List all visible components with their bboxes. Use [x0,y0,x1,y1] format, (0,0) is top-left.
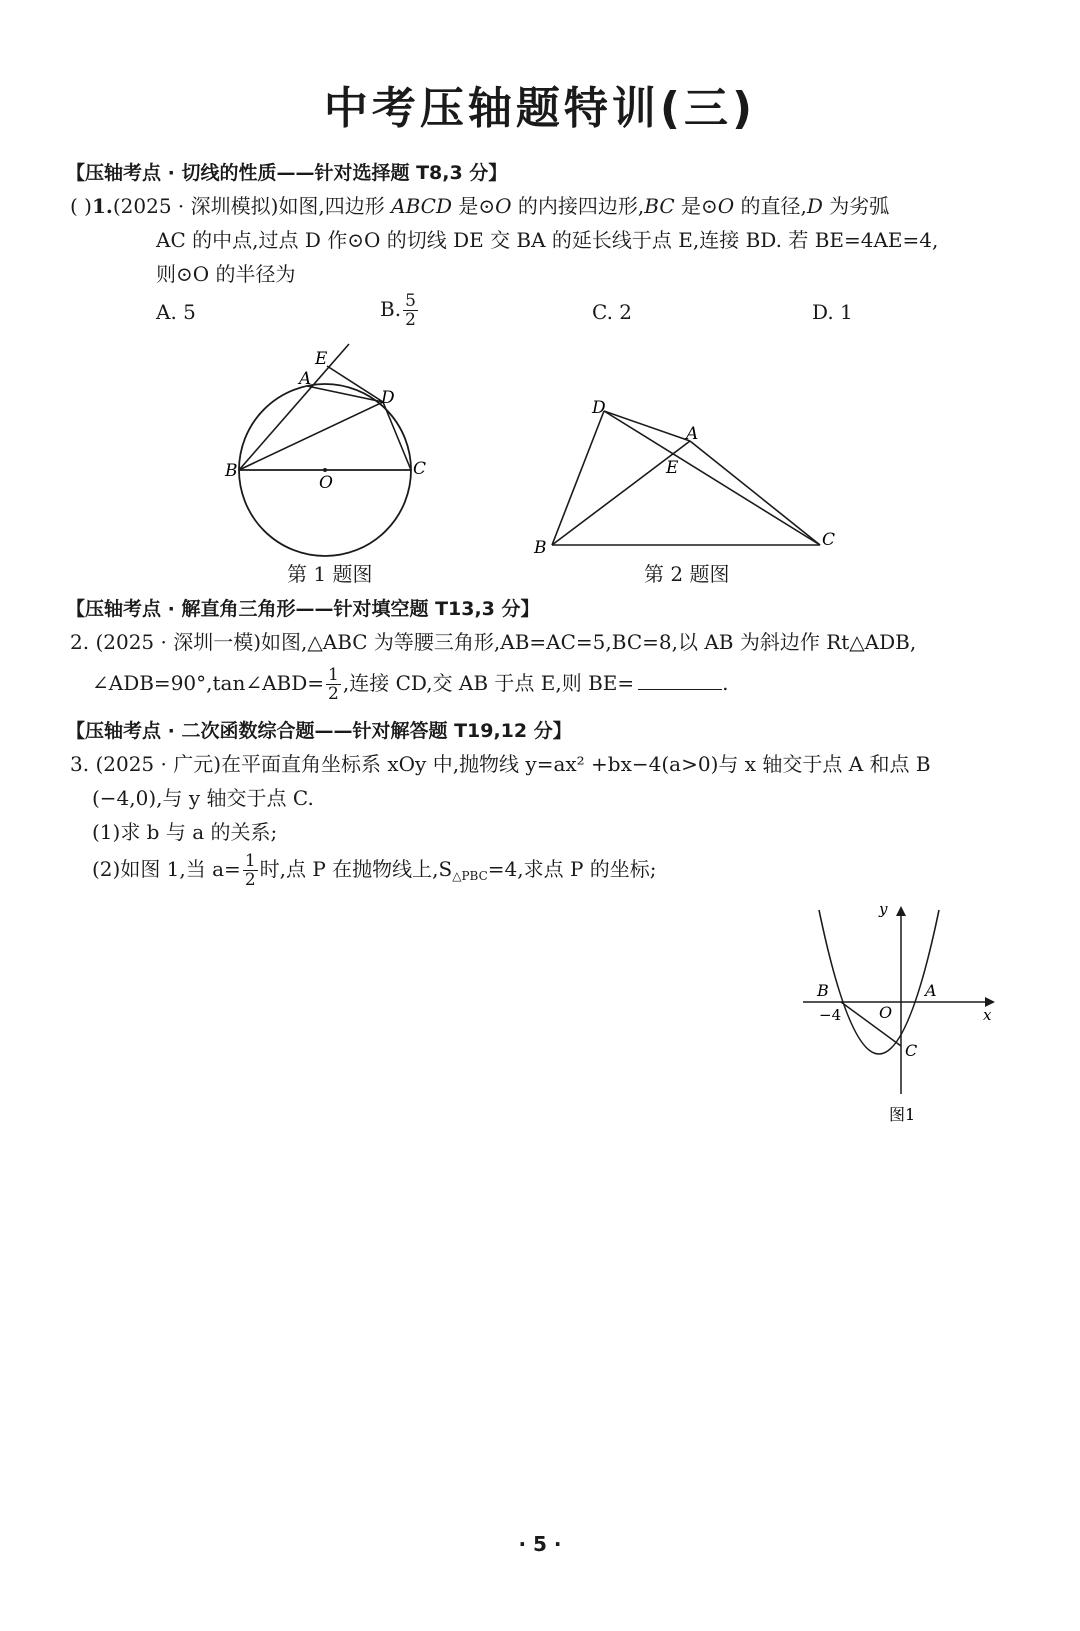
text: 的内接四边形, [511,194,645,218]
question-number: 1. [91,194,113,218]
label-b: B [534,538,547,558]
text: =4,求点 P 的坐标; [487,857,657,881]
text: 是⊙ [452,194,496,218]
fraction [403,292,418,329]
question-1-line-3: 则⊙O 的半径为 [156,262,296,286]
math-var: ABCD [391,194,453,218]
figure-1-circle-diagram [215,340,445,575]
option-b-label: B. [380,297,402,321]
math-var: BC [644,194,675,218]
label-b: B [817,981,829,1000]
text: 为劣弧 [822,194,890,218]
label-y: y [879,900,888,918]
label-x: x [983,1006,992,1024]
section-heading-1: 【压轴考点 · 切线的性质——针对选择题 T8,3 分】 [66,162,508,184]
label-neg4: −4 [819,1006,842,1024]
figure-2-caption: 第 2 题图 [644,562,730,586]
label-d: D [381,388,395,408]
label-o: O [319,473,333,493]
line-be [239,344,349,470]
math-var: D [806,194,823,218]
text: ∠ADB=90°,tan∠ABD= [92,671,325,695]
numerator: 1 [244,851,256,871]
question-3-part-1: (1)求 b 与 a 的关系; [92,820,278,844]
question-2-line-2 [92,666,729,703]
segment-dc [604,411,820,545]
subscript: △PBC [452,869,488,883]
option-b [380,292,420,329]
figure-1-caption: 第 1 题图 [287,562,373,586]
text: 的直径, [734,194,807,218]
answer-blank[interactable] [638,671,722,690]
numerator: 5 [405,291,416,311]
label-d: D [592,398,606,418]
denominator: 2 [328,684,339,704]
label-o: O [879,1003,893,1022]
question-1-line-1 [70,190,889,219]
fraction [243,852,258,889]
text: . [722,671,729,695]
y-axis-arrow-icon [896,906,906,916]
page-number: · 5 · [518,1532,562,1556]
label-c: C [413,459,427,479]
denominator: 2 [244,870,256,890]
segment-da [604,411,690,441]
label-a: A [686,424,699,444]
label-a: A [299,369,312,389]
math-var: O [717,194,735,218]
option-a: A. 5 [156,300,196,324]
text: 时,点 P 在抛物线上,S [259,857,453,881]
text: 如图,四边形 [278,194,392,218]
figure-2-triangle-diagram [530,395,850,560]
option-d: D. 1 [812,300,853,324]
label-e: E [315,349,328,369]
figure-3-caption: 图1 [889,1105,916,1124]
figure-3-parabola [795,898,1010,1138]
label-a: A [925,981,937,1000]
question-3-part-2 [92,852,657,889]
center-point [323,468,327,472]
answer-bracket[interactable]: ( ) [70,194,92,218]
fraction [326,666,341,703]
section-heading-3: 【压轴考点 · 二次函数综合题——针对解答题 T19,12 分】 [66,720,572,742]
question-source: (2025 · 深圳模拟) [112,194,279,218]
parabola-curve [819,910,939,1054]
label-c: C [822,530,836,550]
segment-ac [690,441,820,545]
question-3-line-2: (−4,0),与 y 轴交于点 C. [92,786,314,810]
label-c: C [905,1041,918,1060]
label-e: E [666,458,679,478]
math-var: O [495,194,512,218]
question-3-line-1: 3. (2025 · 广元)在平面直角坐标系 xOy 中,抛物线 y=ax² +bx−4(a>0)与 x 轴交于点 A 和点 B [70,752,931,776]
section-heading-2: 【压轴考点 · 解直角三角形——针对填空题 T13,3 分】 [66,598,540,620]
label-b: B [225,461,238,481]
numerator: 1 [328,665,339,685]
page-title: 中考压轴题特训(三) [323,83,757,134]
option-c: C. 2 [592,300,633,324]
denominator: 2 [405,310,416,330]
question-1-line-2: AC 的中点,过点 D 作⊙O 的切线 DE 交 BA 的延长线于点 E,连接 BD. 若 BE=4AE=4, [156,228,939,252]
chord-dc [383,402,411,470]
text: ,连接 CD,交 AB 于点 E,则 BE= [342,671,635,695]
question-2-line-1: 2. (2025 · 深圳一模)如图,△ABC 为等腰三角形,AB=AC=5,BC=8,以 AB 为斜边作 Rt△ADB, [70,630,917,654]
text: 是⊙ [674,194,718,218]
text: (2)如图 1,当 a= [92,857,241,881]
